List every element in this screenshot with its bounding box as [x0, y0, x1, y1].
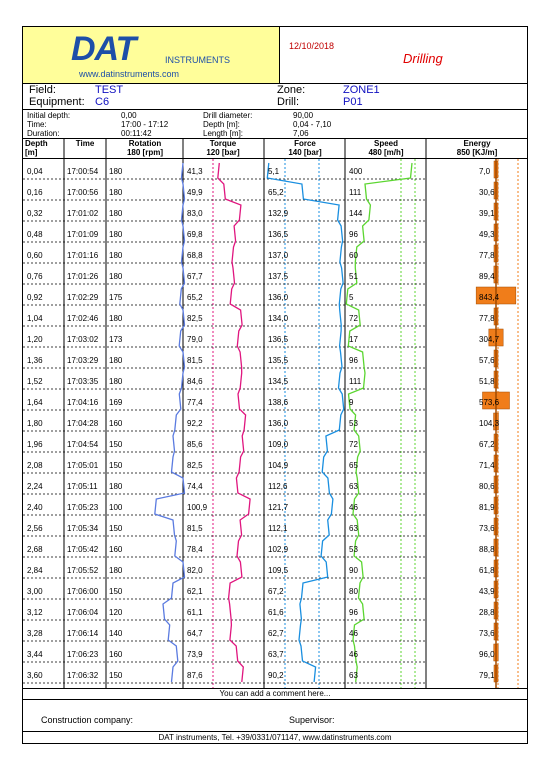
cell-speed: 80 — [349, 587, 358, 596]
table-row — [23, 311, 527, 327]
cell-torque: 82,0 — [187, 566, 203, 575]
cell-speed: 60 — [349, 251, 358, 260]
cell-force: 137,0 — [268, 251, 289, 260]
table-row — [23, 647, 527, 663]
table-row — [23, 437, 527, 453]
cell-force: 90,2 — [268, 671, 284, 680]
cell-time: 17:03:29 — [67, 356, 99, 365]
cell-rotation: 150 — [109, 461, 123, 470]
cell-energy: 51,8 — [479, 377, 495, 386]
table-row — [23, 290, 527, 306]
cell-time: 17:06:04 — [67, 608, 99, 617]
cell-rotation: 180 — [109, 167, 123, 176]
cell-torque: 82,5 — [187, 314, 203, 323]
drill-diameter-value: 90,00 — [293, 111, 314, 120]
cell-speed: 51 — [349, 272, 358, 281]
duration-value: 00:11:42 — [121, 129, 152, 138]
report-page — [22, 26, 528, 744]
cell-torque: 87,6 — [187, 671, 203, 680]
cell-speed: 96 — [349, 230, 358, 239]
cell-energy: 73,6 — [479, 629, 495, 638]
report-title: Drilling — [403, 51, 443, 66]
table-row — [23, 626, 527, 642]
cell-depth: 1,96 — [27, 440, 43, 449]
cell-torque: 69,8 — [187, 230, 203, 239]
cell-rotation: 160 — [109, 419, 123, 428]
cell-depth: 0,92 — [27, 293, 43, 302]
zone-label: Zone: — [277, 84, 306, 96]
field-label: Field: — [29, 84, 56, 96]
drill-label: Drill: — [277, 96, 299, 108]
cell-rotation: 180 — [109, 209, 123, 218]
cell-time: 17:03:35 — [67, 377, 99, 386]
field-value: TEST — [95, 84, 124, 96]
cell-torque: 64,7 — [187, 629, 203, 638]
cell-rotation: 160 — [109, 545, 123, 554]
cell-force: 112,1 — [268, 524, 288, 533]
cell-torque: 82,5 — [187, 461, 203, 470]
cell-depth: 3,28 — [27, 629, 43, 638]
cell-rotation: 150 — [109, 440, 123, 449]
duration-label: Duration: — [27, 129, 60, 138]
table-row — [23, 395, 527, 411]
cell-speed: 72 — [349, 314, 358, 323]
table-row — [23, 416, 527, 432]
cell-time: 17:06:23 — [67, 650, 99, 659]
cell-speed: 9 — [349, 398, 354, 407]
cell-speed: 400 — [349, 167, 363, 176]
supervisor-label: Supervisor: — [289, 715, 335, 725]
cell-time: 17:04:28 — [67, 419, 99, 428]
cell-depth: 0,04 — [27, 167, 43, 176]
cell-speed: 65 — [349, 461, 358, 470]
cell-depth: 1,04 — [27, 314, 43, 323]
cell-force: 134,5 — [268, 377, 289, 386]
cell-energy: 81,9 — [479, 503, 495, 512]
cell-time: 17:06:32 — [67, 671, 99, 680]
cell-energy: 80,6 — [479, 482, 495, 491]
cell-depth: 1,36 — [27, 356, 43, 365]
cell-force: 138,6 — [268, 398, 289, 407]
cell-time: 17:00:56 — [67, 188, 99, 197]
table-row — [23, 353, 527, 369]
cell-depth: 1,52 — [27, 377, 43, 386]
cell-time: 17:02:29 — [67, 293, 99, 302]
cell-depth: 0,32 — [27, 209, 43, 218]
cell-force: 62,7 — [268, 629, 284, 638]
zone-value: ZONE1 — [343, 84, 380, 96]
cell-force: 136,5 — [268, 230, 289, 239]
cell-torque: 92,2 — [187, 419, 203, 428]
cell-energy: 77,8 — [479, 314, 495, 323]
cell-force: 121,7 — [268, 503, 289, 512]
cell-time: 17:04:54 — [67, 440, 99, 449]
cell-force: 134,0 — [268, 314, 289, 323]
cell-time: 17:01:16 — [67, 251, 99, 260]
cell-depth: 2,24 — [27, 482, 43, 491]
cell-force: 132,9 — [268, 209, 289, 218]
cell-energy: 73,6 — [479, 524, 495, 533]
cell-force: 112,6 — [268, 482, 288, 491]
construction-company-label: Construction company: — [41, 715, 134, 725]
cell-rotation: 180 — [109, 566, 123, 575]
cell-rotation: 120 — [109, 608, 123, 617]
cell-depth: 0,48 — [27, 230, 43, 239]
cell-force: 136,0 — [268, 293, 289, 302]
time-label: Time: — [27, 120, 47, 129]
table-row — [23, 584, 527, 600]
table-row — [23, 521, 527, 537]
table-row — [23, 563, 527, 579]
cell-torque: 77,4 — [187, 398, 203, 407]
cell-depth: 3,60 — [27, 671, 43, 680]
cell-rotation: 180 — [109, 251, 123, 260]
cell-rotation: 150 — [109, 587, 123, 596]
cell-time: 17:05:52 — [67, 566, 99, 575]
cell-speed: 63 — [349, 482, 358, 491]
logo-subtitle: INSTRUMENTS — [165, 55, 230, 65]
cell-force: 61,6 — [268, 608, 284, 617]
cell-time: 17:04:16 — [67, 398, 99, 407]
cell-rotation: 150 — [109, 671, 123, 680]
cell-speed: 46 — [349, 650, 358, 659]
logo-url: www.datinstruments.com — [79, 69, 180, 79]
table-row — [23, 374, 527, 390]
cell-rotation: 169 — [109, 398, 123, 407]
drill-diameter-label: Drill diameter: — [203, 111, 253, 120]
cell-time: 17:02:46 — [67, 314, 99, 323]
cell-rotation: 150 — [109, 524, 123, 533]
col-force-header: Force 140 [bar] — [288, 139, 322, 157]
table-row — [23, 269, 527, 285]
cell-depth: 1,20 — [27, 335, 43, 344]
table-row — [23, 668, 527, 684]
cell-speed: 90 — [349, 566, 358, 575]
cell-rotation: 180 — [109, 356, 123, 365]
cell-energy: 79,1 — [479, 671, 495, 680]
cell-depth: 1,64 — [27, 398, 43, 407]
cell-time: 17:06:00 — [67, 587, 99, 596]
cell-energy: 104,3 — [479, 419, 500, 428]
cell-torque: 74,4 — [187, 482, 203, 491]
cell-time: 17:06:14 — [67, 629, 99, 638]
cell-rotation: 175 — [109, 293, 123, 302]
cell-time: 17:01:26 — [67, 272, 99, 281]
table-row — [23, 500, 527, 516]
cell-force: 5,1 — [268, 167, 280, 176]
cell-energy: 49,3 — [479, 230, 495, 239]
cell-energy: 7,0 — [479, 167, 491, 176]
cell-speed: 96 — [349, 356, 358, 365]
cell-force: 63,7 — [268, 650, 284, 659]
cell-depth: 1,80 — [27, 419, 43, 428]
cell-depth: 3,00 — [27, 587, 43, 596]
cell-time: 17:05:11 — [67, 482, 98, 491]
cell-speed: 63 — [349, 524, 358, 533]
table-row — [23, 605, 527, 621]
cell-speed: 17 — [349, 335, 358, 344]
dat-logo: DAT — [71, 30, 136, 68]
cell-torque: 84,6 — [187, 377, 203, 386]
cell-energy: 89,4 — [479, 272, 495, 281]
cell-rotation: 160 — [109, 650, 123, 659]
cell-time: 17:03:02 — [67, 335, 99, 344]
cell-speed: 144 — [349, 209, 363, 218]
cell-force: 135,5 — [268, 356, 289, 365]
cell-speed: 5 — [349, 293, 354, 302]
cell-speed: 46 — [349, 629, 358, 638]
cell-energy: 71,4 — [479, 461, 495, 470]
cell-energy: 61,8 — [479, 566, 495, 575]
time-value: 17:00 - 17:12 — [121, 120, 169, 129]
cell-torque: 67,7 — [187, 272, 203, 281]
cell-speed: 96 — [349, 608, 358, 617]
cell-energy: 39,1 — [479, 209, 495, 218]
cell-time: 17:05:34 — [67, 524, 99, 533]
initial-depth-value: 0,00 — [121, 111, 137, 120]
cell-torque: 78,4 — [187, 545, 203, 554]
cell-torque: 81,5 — [187, 524, 203, 533]
cell-time: 17:01:09 — [67, 230, 99, 239]
cell-rotation: 173 — [109, 335, 123, 344]
length-label: Length [m]: — [203, 129, 244, 138]
cell-depth: 2,08 — [27, 461, 43, 470]
col-torque-header: Torque 120 [bar] — [206, 139, 240, 157]
col-energy-header: Energy 850 [KJ/m] — [456, 139, 498, 157]
cell-rotation: 180 — [109, 188, 123, 197]
cell-time: 17:05:23 — [67, 503, 99, 512]
cell-force: 104,9 — [268, 461, 289, 470]
cell-energy: 43,9 — [479, 587, 495, 596]
initial-depth-label: Initial depth: — [27, 111, 71, 120]
table-row — [23, 185, 527, 201]
report-footer: DAT instruments, Tel. +39/0331/071147, www.datinstruments.com — [23, 731, 527, 744]
cell-speed: 53 — [349, 545, 358, 554]
table-row — [23, 542, 527, 558]
table-row — [23, 479, 527, 495]
cell-torque: 81,5 — [187, 356, 203, 365]
cell-energy: 28,8 — [479, 608, 495, 617]
cell-force: 137,5 — [268, 272, 289, 281]
cell-force: 109,0 — [268, 440, 289, 449]
cell-rotation: 140 — [109, 629, 123, 638]
cell-torque: 83,0 — [187, 209, 203, 218]
cell-energy: 843,4 — [479, 293, 500, 302]
table-row — [23, 332, 527, 348]
table-row — [23, 164, 527, 180]
col-speed-header: Speed 480 [m/h] — [368, 139, 404, 157]
cell-energy: 88,8 — [479, 545, 495, 554]
report-date: 12/10/2018 — [289, 41, 335, 51]
cell-depth: 3,12 — [27, 608, 43, 617]
cell-energy: 77,8 — [479, 251, 495, 260]
cell-time: 17:00:54 — [67, 167, 99, 176]
cell-energy: 30,6 — [479, 188, 495, 197]
cell-force: 67,2 — [268, 587, 284, 596]
cell-torque: 68,8 — [187, 251, 203, 260]
cell-torque: 73,9 — [187, 650, 203, 659]
cell-torque: 85,6 — [187, 440, 203, 449]
cell-rotation: 100 — [109, 503, 123, 512]
cell-rotation: 180 — [109, 272, 123, 281]
cell-force: 102,9 — [268, 545, 289, 554]
comment-field[interactable]: You can add a comment here... — [23, 688, 527, 700]
cell-depth: 0,16 — [27, 188, 43, 197]
table-row — [23, 227, 527, 243]
cell-energy: 304,7 — [479, 335, 500, 344]
equipment-value: C6 — [95, 96, 110, 108]
cell-depth: 0,76 — [27, 272, 43, 281]
cell-depth: 2,40 — [27, 503, 43, 512]
equipment-label: Equipment: — [29, 96, 85, 108]
cell-speed: 46 — [349, 503, 358, 512]
cell-torque: 49,9 — [187, 188, 203, 197]
cell-energy: 96,0 — [479, 650, 495, 659]
cell-energy: 57,6 — [479, 356, 495, 365]
cell-time: 17:05:01 — [67, 461, 99, 470]
cell-speed: 111 — [349, 377, 362, 386]
cell-torque: 100,9 — [187, 503, 208, 512]
cell-speed: 111 — [349, 188, 362, 197]
table-row — [23, 458, 527, 474]
cell-torque: 79,0 — [187, 335, 203, 344]
cell-force: 65,2 — [268, 188, 284, 197]
cell-rotation: 180 — [109, 377, 123, 386]
cell-force: 136,5 — [268, 335, 289, 344]
col-depth-header: Depth [m] — [25, 139, 48, 157]
cell-torque: 61,1 — [187, 608, 203, 617]
cell-force: 109,5 — [268, 566, 289, 575]
cell-depth: 0,60 — [27, 251, 43, 260]
cell-rotation: 180 — [109, 314, 123, 323]
drill-value: P01 — [343, 96, 363, 108]
cell-torque: 41,3 — [187, 167, 203, 176]
cell-time: 17:01:02 — [67, 209, 99, 218]
cell-torque: 65,2 — [187, 293, 203, 302]
cell-time: 17:05:42 — [67, 545, 99, 554]
cell-depth: 2,56 — [27, 524, 43, 533]
col-time-header: Time — [75, 139, 95, 148]
cell-torque: 62,1 — [187, 587, 203, 596]
cell-force: 136,0 — [268, 419, 289, 428]
cell-depth: 2,84 — [27, 566, 43, 575]
cell-depth: 3,44 — [27, 650, 43, 659]
table-row — [23, 248, 527, 264]
table-row — [23, 206, 527, 222]
length-value: 7,06 — [293, 129, 309, 138]
cell-depth: 2,68 — [27, 545, 43, 554]
cell-energy: 67,2 — [479, 440, 495, 449]
depth-value: 0,04 - 7,10 — [293, 120, 332, 129]
cell-speed: 63 — [349, 671, 358, 680]
cell-rotation: 180 — [109, 230, 123, 239]
cell-speed: 72 — [349, 440, 358, 449]
col-rotation-header: Rotation 180 [rpm] — [126, 139, 163, 157]
cell-energy: 573,6 — [479, 398, 500, 407]
cell-rotation: 180 — [109, 482, 123, 491]
cell-speed: 53 — [349, 419, 358, 428]
depth-label: Depth [m]: — [203, 120, 240, 129]
